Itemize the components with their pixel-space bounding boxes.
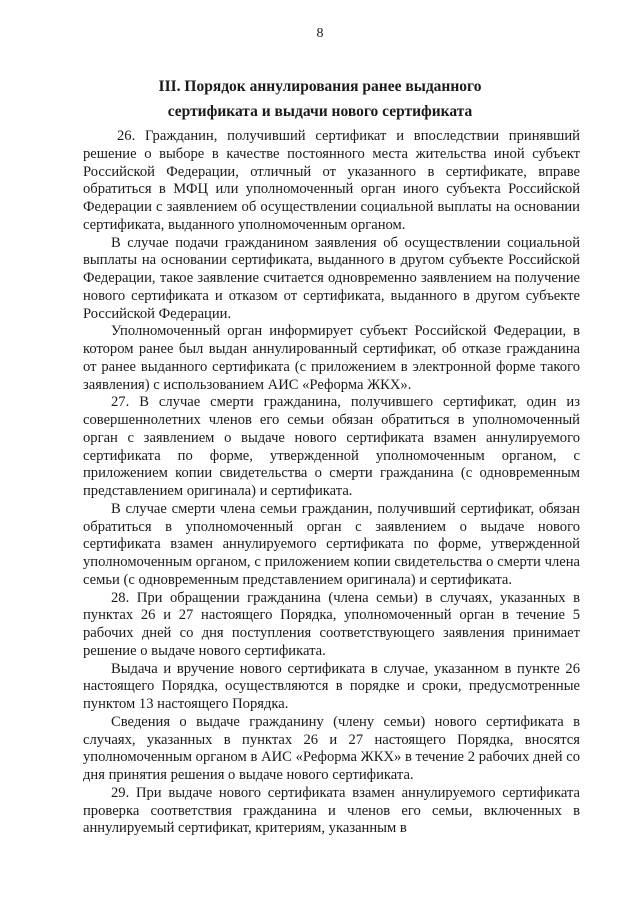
paragraph-26: 26. Гражданин, получивший сертификат и впоследствии принявший решение о выборе в качестве постоянного места жительства иной субъект Российской Федерации, отличный от указанного в сертификате, вправе обратиться в МФЦ или уполномоченный орган иного субъекта Российской Федерации с заявлением об осуществлении социальной выплаты на основании сертификата, выданного уполномоченным органом.	[83, 128, 580, 233]
section-title-line-1: III. Порядок аннулирования ранее выданного	[158, 78, 482, 95]
page-number: 8	[316, 26, 324, 41]
paragraph-28: 28. При обращении гражданина (члена семьи) в случаях, указанных в пунктах 26 и 27 настоящего Порядка, уполномоченный орган в течение 5 рабочих дней со дня поступления соответствующего заявления принимает решение о выдаче нового сертификата.	[83, 589, 580, 659]
paragraph-28-issue: Выдача и вручение нового сертификата в случае, указанном в пункте 26 настоящего Порядка, осуществляются в порядке и сроки, предусмотренные пунктом 13 настоящего Порядка.	[83, 660, 580, 712]
paragraph-29: 29. При выдаче нового сертификата взамен аннулируемого сертификата проверка соответствия гражданина и членов его семьи, включенных в аннулируемый сертификат, критериям, указанным в	[83, 784, 580, 837]
paragraph-27-member: В случае смерти члена семьи гражданин, получивший сертификат, обязан обратиться в уполномоченный орган с заявлением о выдаче нового сертификата взамен аннулируемого сертификата по форме, утвержденной уполномоченным органом, с приложением копии свидетельства о смерти члена семьи (с одновременным представлением оригинала) и сертификата.	[83, 500, 580, 588]
paragraph-26-case: В случае подачи гражданином заявления об осуществлении социальной выплаты на основании сертификата, выданного в другом субъекте Российской Федерации, такое заявление считается одновременно заявлением на получение нового сертификата и отказом от сертификата, выданного в другом субъекте Российской Федерации.	[83, 234, 580, 322]
paragraph-28-info: Сведения о выдаче гражданину (члену семьи) нового сертификата в случаях, указанных в пунктах 26 и 27 настоящего Порядка, вносятся уполномоченным органом в АИС «Реформа ЖКХ» в течение 2 рабочих дней со дня принятия решения о выдаче нового сертификата.	[83, 713, 580, 783]
section-title-line-2: сертификата и выдачи нового сертификата	[167, 103, 473, 120]
document-body	[83, 128, 580, 838]
paragraph-27: 27. В случае смерти гражданина, получившего сертификат, один из совершеннолетних членов его семьи обязан обратиться в уполномоченный орган с заявлением о выдаче нового сертификата взамен аннулируемого сертификата по форме, утвержденной уполномоченным органом, с приложением копии свидетельства о смерти гражданина (с одновременным представлением оригинала) и сертификата.	[83, 394, 580, 499]
section-title	[60, 74, 580, 124]
paragraph-26-notify: Уполномоченный орган информирует субъект Российской Федерации, в котором ранее был выдан аннулированный сертификат, об отказе гражданина от ранее выданного сертификата (с приложением в электронной форме такого заявления) с использованием АИС «Реформа ЖКХ».	[83, 323, 580, 393]
